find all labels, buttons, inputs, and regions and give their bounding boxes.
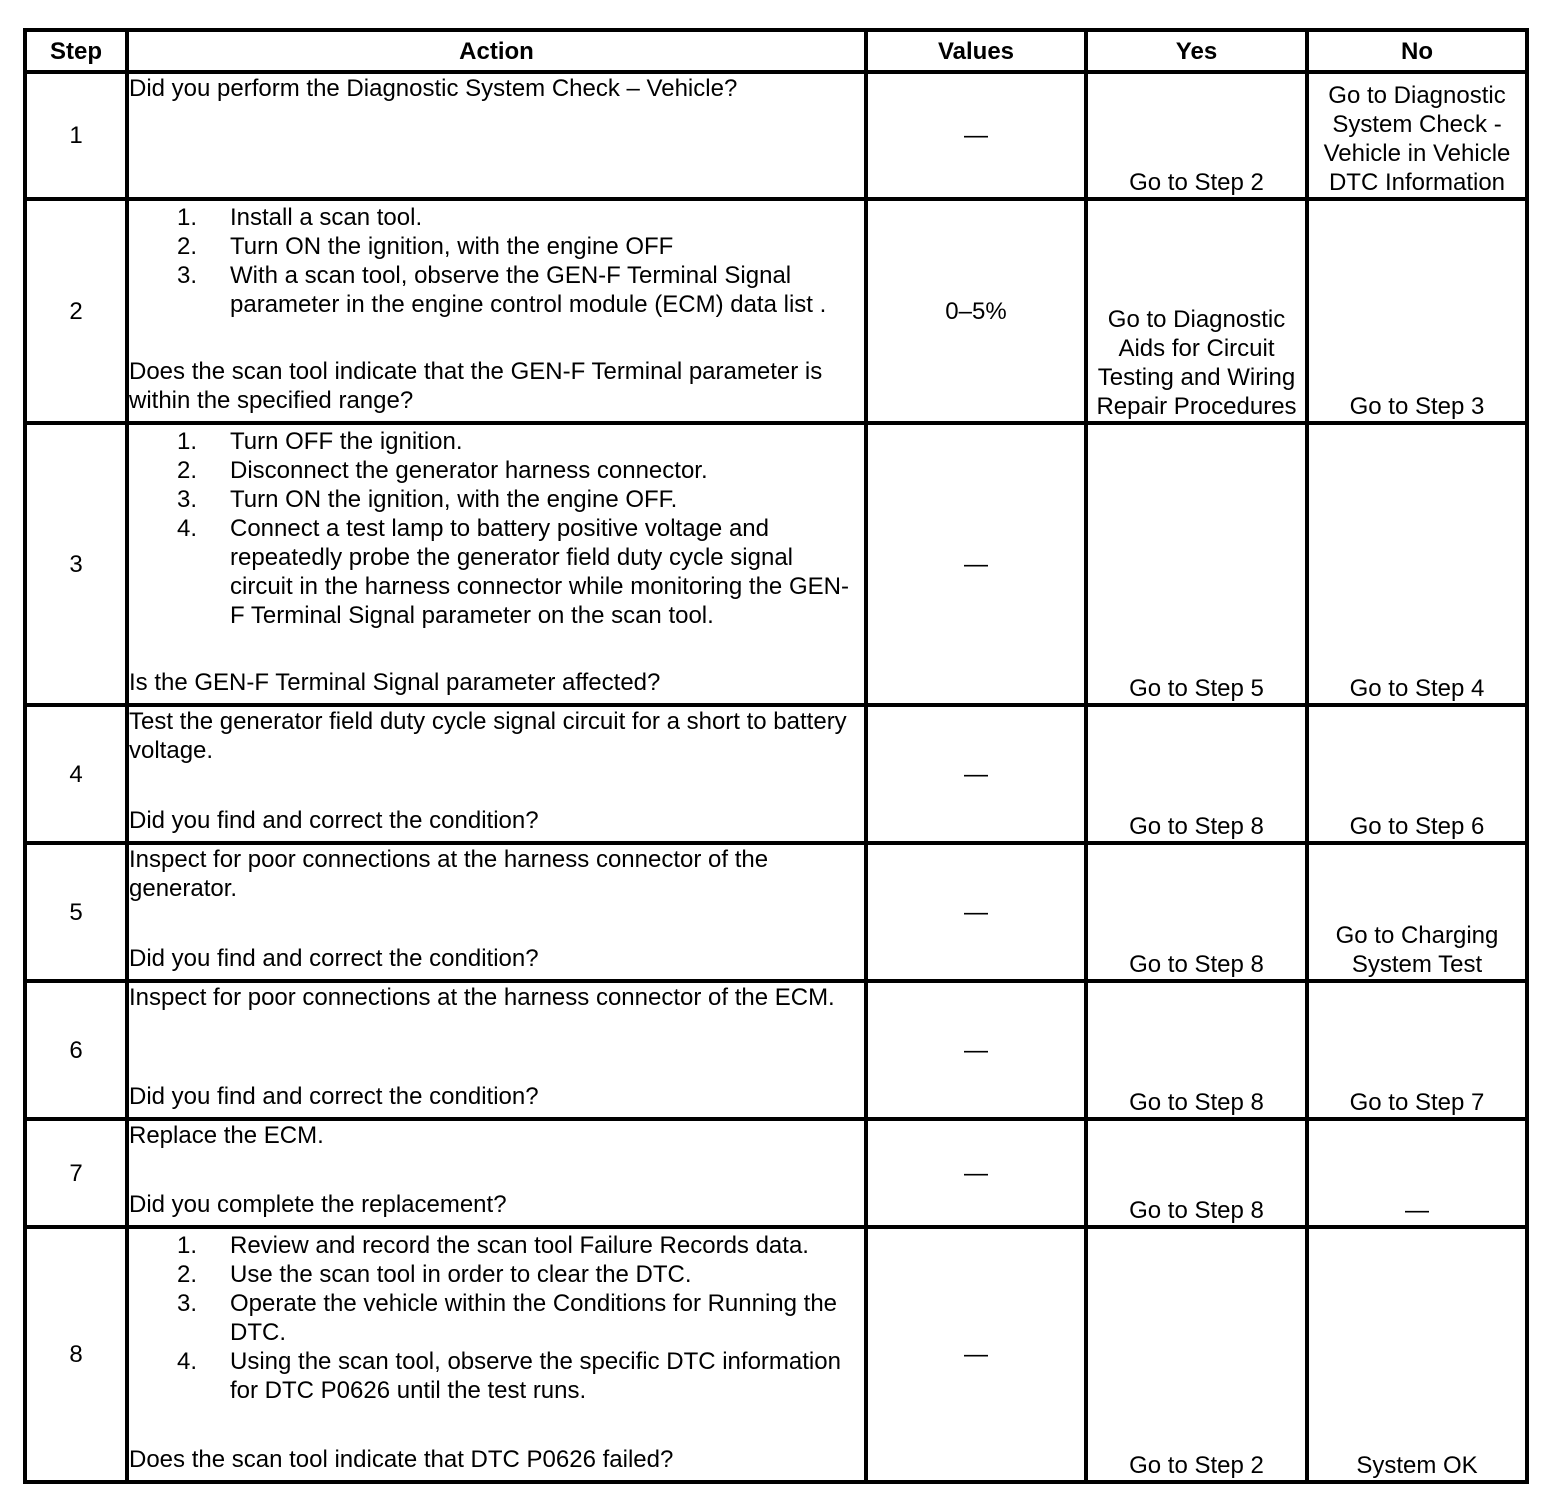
action-step-number: 4.	[177, 515, 198, 542]
action-step-number: 4.	[177, 1348, 198, 1375]
no-cell: Go to Step 7	[1307, 981, 1527, 1119]
table-row	[25, 843, 1527, 981]
yes-cell: Go to Step 8	[1086, 705, 1307, 843]
action-step-text: Turn OFF the ignition.	[230, 428, 463, 455]
action-steps-list	[129, 427, 864, 630]
step-number: 4	[25, 705, 127, 843]
action-instructions	[129, 707, 864, 765]
action-cell	[127, 1227, 866, 1482]
action-step-number: 1.	[177, 204, 198, 231]
action-step-item	[129, 1231, 864, 1260]
step-number: 3	[25, 423, 127, 705]
action-question: Did you find and correct the condition?	[129, 1083, 539, 1110]
action-question: Did you complete the replacement?	[129, 1191, 507, 1218]
action-step-item	[129, 1260, 864, 1289]
action-instructions	[129, 1121, 864, 1150]
action-content	[129, 983, 864, 1111]
values-cell: —	[866, 423, 1086, 705]
action-instructions	[129, 201, 864, 319]
header-yes: Yes	[1086, 30, 1307, 72]
table-row	[25, 199, 1527, 423]
action-instructions	[129, 983, 864, 1012]
action-question: Is the GEN-F Terminal Signal parameter affected?	[129, 669, 661, 696]
action-text: Did you perform the Diagnostic System Check – Vehicle?	[129, 75, 738, 102]
step-number: 5	[25, 843, 127, 981]
action-step-text: Install a scan tool.	[230, 204, 423, 231]
yes-cell: Go to Step 8	[1086, 1119, 1307, 1227]
action-content	[129, 707, 864, 835]
action-content	[129, 1229, 864, 1474]
table-row	[25, 72, 1527, 199]
no-cell: Go to Diagnostic System Check - Vehicle in Vehicle DTC Information	[1307, 72, 1527, 199]
step-number: 6	[25, 981, 127, 1119]
action-step-text: Connect a test lamp to battery positive voltage and repeatedly probe the generator field duty cycle signal circuit in the harness connector while monitoring the GEN-F Terminal Signal parameter on the scan tool.	[230, 515, 849, 629]
action-step-item	[129, 261, 864, 319]
action-text: Inspect for poor connections at the harness connector of the ECM.	[129, 984, 835, 1011]
action-step-number: 3.	[177, 486, 198, 513]
action-step-text: Operate the vehicle within the Conditions for Running the DTC.	[230, 1290, 838, 1346]
action-question: Did you find and correct the condition?	[129, 807, 539, 834]
action-cell	[127, 705, 866, 843]
action-cell	[127, 72, 866, 199]
values-cell: —	[866, 1227, 1086, 1482]
action-text: Inspect for poor connections at the harness connector of the generator.	[129, 846, 769, 902]
table-row	[25, 423, 1527, 705]
action-step-number: 1.	[177, 428, 198, 455]
action-content	[129, 425, 864, 697]
action-instructions	[129, 74, 864, 103]
action-step-item	[129, 1289, 864, 1347]
no-cell: Go to Charging System Test	[1307, 843, 1527, 981]
action-content	[129, 845, 864, 973]
action-step-text: Turn ON the ignition, with the engine OFF	[230, 233, 674, 260]
action-content	[129, 201, 864, 415]
action-step-number: 2.	[177, 457, 198, 484]
action-step-number: 2.	[177, 1261, 198, 1288]
action-text: Test the generator field duty cycle signal circuit for a short to battery voltage.	[129, 708, 847, 764]
yes-cell: Go to Diagnostic Aids for Circuit Testing and Wiring Repair Procedures	[1086, 199, 1307, 423]
step-number: 1	[25, 72, 127, 199]
no-cell: Go to Step 6	[1307, 705, 1527, 843]
action-instructions	[129, 845, 864, 903]
no-cell: System OK	[1307, 1227, 1527, 1482]
action-instructions	[129, 1229, 864, 1405]
header-row	[25, 30, 1527, 72]
action-question: Did you find and correct the condition?	[129, 945, 539, 972]
values-cell: —	[866, 843, 1086, 981]
action-step-number: 1.	[177, 1232, 198, 1259]
action-instructions	[129, 425, 864, 630]
no-cell: Go to Step 4	[1307, 423, 1527, 705]
header-values: Values	[866, 30, 1086, 72]
action-step-text: Disconnect the generator harness connector.	[230, 457, 708, 484]
table-row	[25, 705, 1527, 843]
step-number: 2	[25, 199, 127, 423]
yes-cell: Go to Step 2	[1086, 1227, 1307, 1482]
action-steps-list	[129, 1231, 864, 1405]
action-cell	[127, 199, 866, 423]
header-no: No	[1307, 30, 1527, 72]
action-step-text: Using the scan tool, observe the specific DTC information for DTC P0626 until the test runs.	[230, 1348, 841, 1404]
action-content	[129, 74, 864, 191]
action-step-number: 2.	[177, 233, 198, 260]
values-cell: —	[866, 72, 1086, 199]
action-step-text: Turn ON the ignition, with the engine OFF.	[230, 486, 678, 513]
action-step-text: Review and record the scan tool Failure Records data.	[230, 1232, 809, 1259]
action-steps-list	[129, 203, 864, 319]
table-row	[25, 981, 1527, 1119]
action-step-number: 3.	[177, 262, 198, 289]
action-step-item	[129, 456, 864, 485]
action-step-item	[129, 1347, 864, 1405]
action-text: Replace the ECM.	[129, 1122, 324, 1149]
values-cell: —	[866, 981, 1086, 1119]
action-step-item	[129, 203, 864, 232]
values-cell: 0–5%	[866, 199, 1086, 423]
yes-cell: Go to Step 8	[1086, 843, 1307, 981]
diagnostic-table	[23, 28, 1529, 1484]
action-content	[129, 1121, 864, 1219]
action-cell	[127, 1119, 866, 1227]
action-step-number: 3.	[177, 1290, 198, 1317]
header-step: Step	[25, 30, 127, 72]
action-step-text: With a scan tool, observe the GEN-F Terminal Signal parameter in the engine control module (ECM) data list .	[230, 262, 827, 318]
action-step-item	[129, 514, 864, 630]
yes-cell: Go to Step 5	[1086, 423, 1307, 705]
action-cell	[127, 981, 866, 1119]
action-step-item	[129, 427, 864, 456]
yes-cell: Go to Step 8	[1086, 981, 1307, 1119]
step-number: 8	[25, 1227, 127, 1482]
action-step-item	[129, 485, 864, 514]
action-question: Does the scan tool indicate that the GEN-F Terminal parameter is within the specified range?	[129, 358, 823, 414]
no-cell: —	[1307, 1119, 1527, 1227]
yes-cell: Go to Step 2	[1086, 72, 1307, 199]
step-number: 7	[25, 1119, 127, 1227]
action-question: Does the scan tool indicate that DTC P0626 failed?	[129, 1446, 674, 1473]
table-row	[25, 1227, 1527, 1482]
header-action: Action	[127, 30, 866, 72]
action-cell	[127, 423, 866, 705]
table-row	[25, 1119, 1527, 1227]
action-cell	[127, 843, 866, 981]
values-cell: —	[866, 1119, 1086, 1227]
action-step-text: Use the scan tool in order to clear the DTC.	[230, 1261, 692, 1288]
action-step-item	[129, 232, 864, 261]
no-cell: Go to Step 3	[1307, 199, 1527, 423]
values-cell: —	[866, 705, 1086, 843]
